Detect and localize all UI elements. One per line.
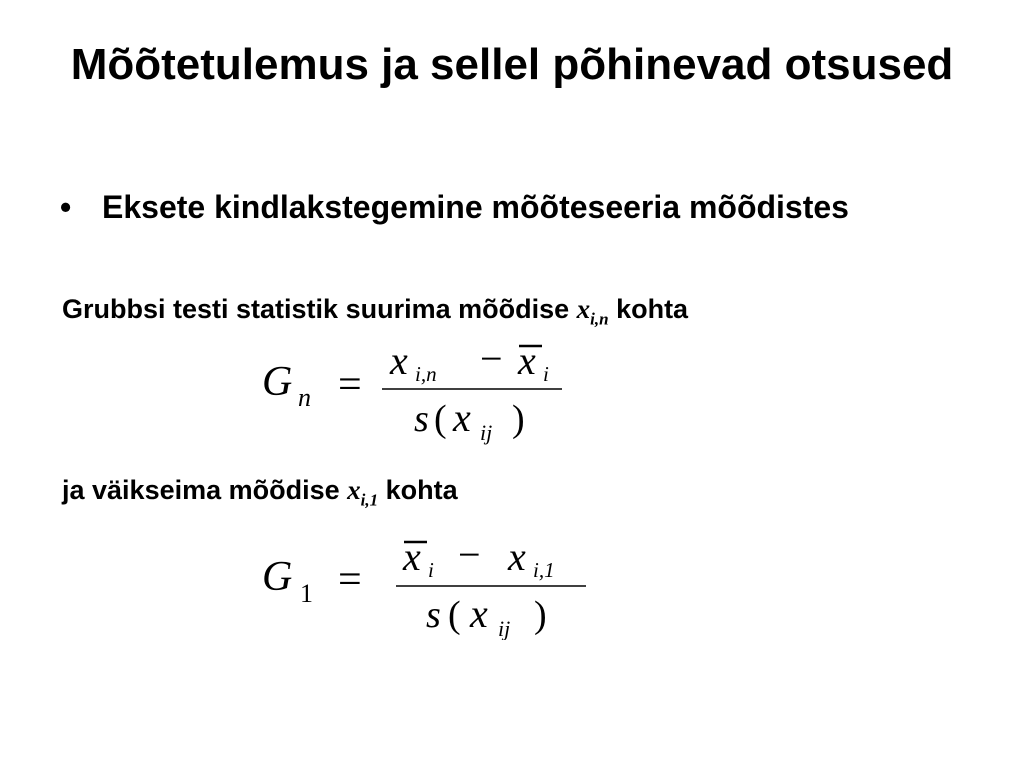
numerator-minus: − [480, 338, 503, 381]
bullet-marker: • [60, 189, 72, 225]
grubbs-max-line-suffix: kohta [608, 294, 689, 324]
grubbs-max-variable: $x_{i,n}$ [576, 294, 609, 329]
bullet-item [60, 187, 960, 227]
grubbs-min-line [62, 473, 458, 510]
grubbs-min-line-text: ja väikseima mõõdise [62, 475, 348, 505]
numerator-first-subscript: i [428, 558, 434, 582]
numerator-second-subscript: i,1 [533, 558, 555, 582]
denominator-open-paren: ( [448, 594, 461, 636]
grubbs-min-line-suffix: kohta [378, 475, 458, 505]
numerator-first-var: x [403, 534, 421, 579]
grubbs-min-variable: $x_{i,1}$ [347, 475, 379, 510]
denominator-close-paren: ) [534, 594, 547, 636]
grubbs-max-variable-subscript: i,n [590, 309, 609, 329]
formula-lhs-subscript: n [298, 383, 311, 412]
bullet-text: Eksete kindlakstegemine mõõteseeria mõõdistes [102, 189, 849, 225]
numerator-first-var: x [390, 338, 408, 383]
grubbs-min-variable-subscript: i,1 [360, 490, 379, 510]
denominator-func: s [414, 398, 429, 440]
formula-equals: = [338, 557, 362, 603]
denominator-subscript: ij [498, 616, 511, 640]
denominator-var: x [470, 591, 488, 636]
denominator-close-paren: ) [512, 398, 525, 440]
grubbs-max-line [62, 292, 689, 329]
denominator-func: s [426, 594, 441, 636]
grubbs-max-line-text: Grubbsi testi statistik suurima mõõdise [62, 294, 577, 324]
denominator-var: x [453, 395, 471, 440]
numerator-first-subscript: i,n [415, 362, 437, 386]
numerator-minus: − [458, 532, 481, 577]
numerator-second-subscript: i [543, 362, 549, 386]
formula-equals: = [338, 362, 362, 408]
formula-lhs: G [262, 554, 293, 600]
grubbs-max-formula [258, 338, 578, 448]
grubbs-min-formula [258, 530, 598, 640]
denominator-open-paren: ( [434, 398, 447, 440]
denominator-subscript: ij [480, 420, 493, 445]
formula-lhs-subscript: 1 [300, 579, 313, 608]
formula-lhs: G [262, 359, 293, 405]
numerator-second-var: x [508, 534, 526, 579]
numerator-second-var: x [518, 338, 536, 383]
slide-title: Mõõtetulemus ja sellel põhinevad otsused [70, 40, 954, 89]
